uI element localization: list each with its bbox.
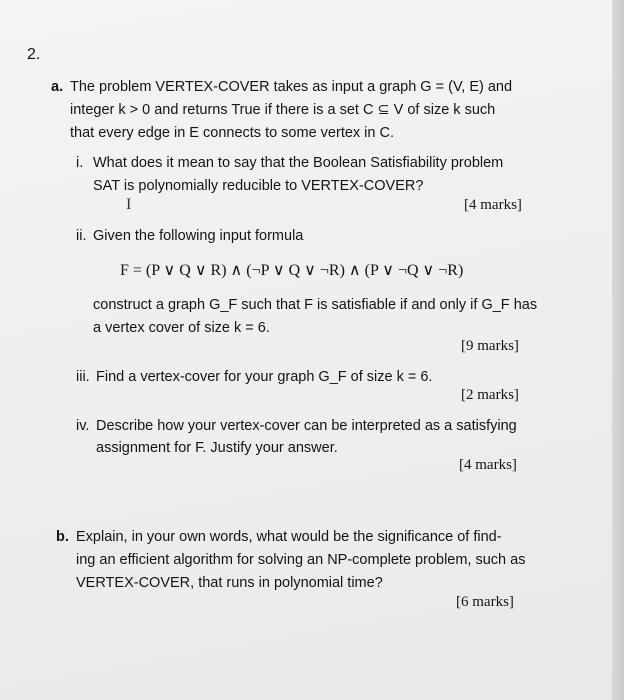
- subq-i-label: i.: [76, 155, 84, 171]
- part-b-marks: [6 marks]: [456, 594, 514, 610]
- subq-iv-marks: [4 marks]: [459, 457, 517, 473]
- subq-iv-line-1: Describe how your vertex-cover can be interpreted as a satisfying: [96, 418, 517, 434]
- subq-i-line-2: SAT is polynomially reducible to VERTEX-COVER?: [93, 178, 424, 194]
- subq-ii-marks: [9 marks]: [461, 338, 519, 354]
- subq-ii-label: ii.: [76, 228, 87, 244]
- part-a-intro-line-1: The problem VERTEX-COVER takes as input a graph G = (V, E) and: [70, 79, 513, 95]
- part-b-label: b.: [56, 529, 69, 545]
- paper-edge: [612, 0, 624, 700]
- part-a-intro-line-2: integer k > 0 and returns True if there is a set C ⊆ V of size k such: [70, 102, 496, 118]
- subq-iv-label: iv.: [76, 418, 90, 434]
- subq-ii-line-2: a vertex cover of size k = 6.: [93, 320, 270, 336]
- subq-iii-label: iii.: [76, 369, 90, 385]
- subq-ii-line-1: construct a graph G_F such that F is satisfiable if and only if G_F has: [93, 297, 538, 313]
- subq-iii-marks: [2 marks]: [461, 387, 519, 403]
- subq-iii-text: Find a vertex-cover for your graph G_F of size k = 6.: [96, 369, 433, 385]
- subq-iv-line-2: assignment for F. Justify your answer.: [96, 440, 338, 456]
- part-b-line-1: Explain, in your own words, what would be the significance of find-: [76, 529, 502, 545]
- part-b-line-2: ing an efficient algorithm for solving an NP-complete problem, such as: [76, 552, 526, 568]
- text-cursor-icon: I: [126, 196, 132, 213]
- input-formula: F = (P ∨ Q ∨ R) ∧ (¬P ∨ Q ∨ ¬R) ∧ (P ∨ ¬Q ∨ ¬R): [120, 262, 464, 279]
- part-a-intro-line-3: that every edge in E connects to some vertex in C.: [70, 125, 394, 141]
- part-a-label: a.: [51, 79, 64, 95]
- subq-ii-lead: Given the following input formula: [93, 228, 304, 244]
- subq-i-line-1: What does it mean to say that the Boolean Satisfiability problem: [93, 155, 504, 171]
- question-number: 2.: [27, 46, 41, 63]
- part-b-line-3: VERTEX-COVER, that runs in polynomial time?: [76, 575, 383, 591]
- subq-i-marks: [4 marks]: [464, 197, 522, 213]
